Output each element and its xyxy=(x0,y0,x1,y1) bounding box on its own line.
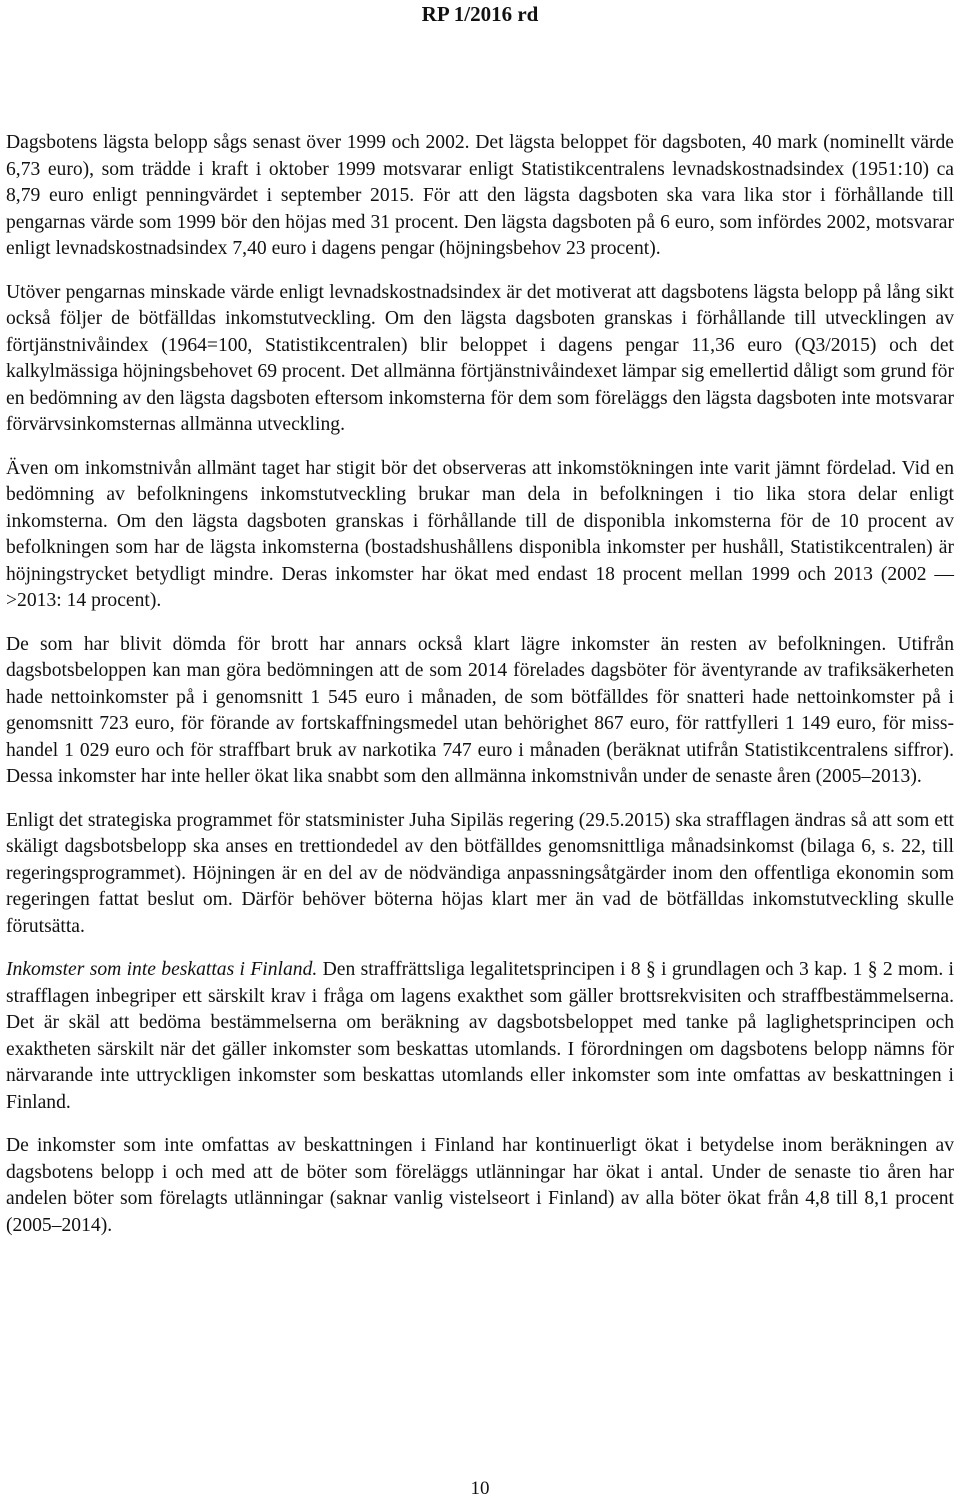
paragraph xyxy=(6,632,954,791)
paragraph-text: Utöver pengarnas minskade värde enligt levnadskostnadsindex är det motiverat att dagsbotens lägsta belopp på lång sikt också följer de bötfälldas inkomstutveckling. Om den lägsta dagsboten granskas i förhållande till utvecklingen av förtjänstnivåindex (1964=100, Statistikcentralen) blir beloppet i dagens pengar 11,36 euro (Q3/2015) och det kalkylmässiga höjningsbehovet 69 procent. Det allmänna förtjänstnivåindexet lämpar sig emellertid dåligt som grund för en bedömning av den lägsta dagsboten eftersom inkomsterna för dem som föreläggs den lägsta dagsboten inte motsvarar förvärvsinkomsternas allmänna utveckling. xyxy=(6,281,954,435)
paragraph-text: Dagsbotens lägsta belopp sågs senast över 1999 och 2002. Det lägsta beloppet för dagsboten, 40 mark (nominellt värde 6,73 euro), som trädde i kraft i oktober 1999 motsvarar enligt Statistikcentralens levnadskostnadsindex (1951:10) ca 8,79 euro enligt penningvärdet i september 2015. För att den lägsta dagsboten ska vara lika stor i förhållande till pengarnas värde som 1999 bör den höjas med 31 procent. Den lägsta dagsboten på 6 euro, som infördes 2002, motsvarar enligt levnadskostnadsindex 7,40 euro i dagens pengar (höjningsbehov 23 procent). xyxy=(6,132,954,259)
paragraph-lead: Inkomster som inte beskattas i Finland. xyxy=(6,959,318,980)
paragraph xyxy=(6,1133,954,1239)
paragraph-text: De som har blivit dömda för brott har annars också klart lägre inkomster än resten av befolkningen. Utifrån dagsbotsbeloppen kan man göra bedömningen att de som 2014 förelades dagsböter för äventyrande av trafiksäkerheten hade nettoinkomster på i genomsnitt 1 545 euro i månaden, de som bötfälldes för snatteri hade nettoinkomster på i genomsnitt 723 euro, för förande av fortskaffningsmedel utan behörighet 867 euro, för rattfylleri 1 149 euro, för misshandel 1 029 euro och för straffbart bruk av narkotika 747 euro i månaden (beräknat utifrån Statistikcentralens siffror). Dessa inkomster har inte heller ökat lika snabbt som den allmänna inkomstnivån under de senaste åren (2005–2013). xyxy=(6,633,954,787)
paragraph xyxy=(6,280,954,439)
document-body xyxy=(6,130,954,1256)
paragraph xyxy=(6,456,954,615)
paragraph xyxy=(6,808,954,941)
paragraph-text: De inkomster som inte omfattas av beskattningen i Finland har kontinuerligt ökat i betydelse inom beräkningen av dagsbotens belopp i och med att de böter som föreläggs utlänningar har ökat i antal. Under de senaste tio åren har andelen böter som förelagts utlänningar (saknar vanlig vistelseort i Finland) av alla böter ökat från 4,8 till 8,1 procent (2005–2014). xyxy=(6,1135,954,1236)
page-header: RP 1/2016 rd xyxy=(421,2,539,26)
page-number: 10 xyxy=(470,1478,490,1499)
paragraph xyxy=(6,130,954,263)
paragraph-text: Enligt det strategiska programmet för statsminister Juha Sipiläs regering (29.5.2015) ska strafflagen ändras så att som ett skäligt dagsbotsbelopp ska anses en trettiondedel av den bötfälldes genomsnittliga månadsinkomst (bilaga 6, s. 22, till regeringsprogrammet). Höjningen är en del av de nödvändiga anpassningsåtgärder inom den offentliga ekonomin som regeringen fattat beslut om. Därför behöver böterna höjas klart mer än vad de bötfälldas inkomstutveckling skulle förutsätta. xyxy=(6,809,954,937)
paragraph-text: Även om inkomstnivån allmänt taget har stigit bör det observeras att inkomstökningen inte varit jämnt fördelad. Vid en bedömning av befolkningens inkomstutveckling brukar man dela in befolkningen i tio lika stora delar enligt inkomsterna. Om den lägsta dagsboten granskas i förhållande till de disponibla inkomsterna för de 10 procent av befolkningen som har de lägsta inkomsterna (bostadshushållens disponibla inkomster per hushåll, Statistikcentralen) är höjningstrycket betydligt mindre. Deras inkomster har ökat med endast 18 procent mellan 1999 och 2013 (2002 —>2013: 14 procent). xyxy=(6,457,954,611)
paragraph-text: Den straffrättsliga legalitetsprincipen i 8 § i grundlagen och 3 kap. 1 § 2 mom. i strafflagen inbegriper ett särskilt krav i fråga om lagens exakthet som gäller brottsrekvisiten och straffbestämmelserna. Det är skäl att bedöma bestämmelserna om beräkning av dagsbotsbeloppet med tanke på laglighetsprincipen och exaktheten särskilt när det gäller inkomster som beskattas utomlands. I förordningen om dagsbotens belopp nämns för närvarande inte uttryckligen inkomster som beskattas utomlands eller inkomster som inte omfattas av beskattningen i Finland. xyxy=(6,959,954,1113)
paragraph xyxy=(6,957,954,1116)
